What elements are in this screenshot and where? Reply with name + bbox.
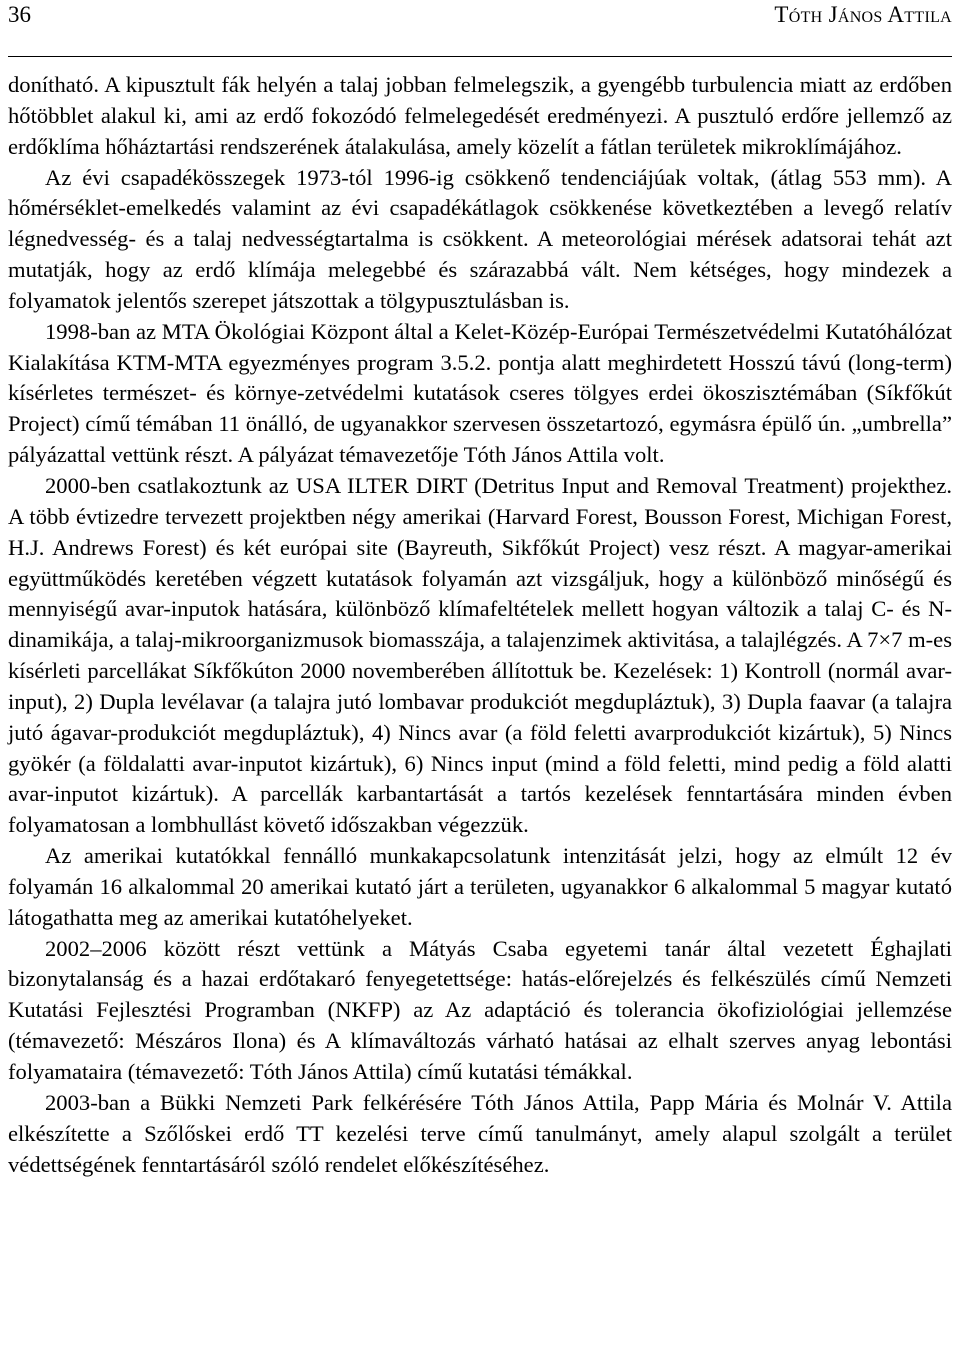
body-text bbox=[8, 70, 952, 1180]
document-page bbox=[8, 0, 952, 1180]
page-header bbox=[8, 0, 952, 57]
page-number: 36 bbox=[8, 2, 31, 27]
paragraph: Az évi csapadékösszegek 1973-tól 1996-ig csökkenő tendenciájúak voltak, (átlag 553 mm). A hőmérséklet-emelkedés valamint az évi csapadékátlagok csökkenése következtében a levegő relatív légnedvesség- és a talaj nedvességtartalma is csökkent. A meteorológiai mérések adatsorai tehát azt mutatják, hogy az erdő klímája melegebbé és szárazabbá vált. Nem kétséges, hogy mindezek a folyamatok jelentős szerepet játszottak a tölgypusztulásban is. bbox=[8, 164, 952, 313]
paragraph: donítható. A kipusztult fák helyén a talaj jobban felmelegszik, a gyengébb turbulencia miatt az erdőben hőtöbblet alakul ki, ami az erdő fokozódó felmelegedését eredményezi. A pusztuló erdőre jellemző az erdőklíma hőháztartási rendszerének átalakulása, amely közelít a fátlan területek mikroklímájához. bbox=[8, 72, 952, 159]
paragraph: 1998-ban az MTA Ökológiai Központ által a Kelet-Közép-Európai Természetvédelmi Kutatóhálózat Kialakítása KTM-MTA egyezményes program 3.5.2. pontja alatt meghirdetett Hosszú távú (long-term) kísérletes természet- és környe-zetvédelmi kutatások cseres tölgyes erdei ökoszisztémában (Síkfőkút Project) című témában 11 önálló, de ugyanakkor szervesen összetartozó, egymásra épülő ún. „umbrella” pályázattal vettünk részt. A pályázat témavezetője Tóth János Attila volt. bbox=[8, 318, 952, 468]
running-title: Tóth János Attila bbox=[774, 2, 952, 27]
paragraph: 2000-ben csatlakoztunk az USA ILTER DIRT (Detritus Input and Removal Treatment) projekthez. A több évtizedre tervezett projektben négy amerikai (Harvard Forest, Bousson Forest, Michigan Forest, H.J. Andrews Forest) és két európai site (Bayreuth, Sikfőkút Project) vesz részt. A magyar-amerikai együttműködés keretében végzett kutatások folyamán azt vizsgáljuk, hogy a különböző minőségű és mennyiségű avar-inputok hatására, különböző klímafeltételek mellett hogyan változik a talaj C- és N-dinamikája, a talaj-mikroorganizmusok biomasszája, a talajenzimek aktivitása, a talajlégzés. A 7×7 m-es kísérleti parcellákat Síkfőkúton 2000 novemberében állítottuk be. Kezelések: 1) Kontroll (normál avar-input), 2) Dupla levélavar (a talajra jutó lombavar produkciót megdupláztuk), 3) Dupla faavar (a talajra jutó ágavar-produkciót megdupláztuk), 4) Nincs avar (a föld feletti avarprodukciót kizártuk), 5) Nincs gyökér (a földalatti avar-inputot kizártuk), 6) Nincs input (mind a föld feletti, mind pedig a föld alatti avar-inputot kizártuk). A parcellák karbantartását a tartós kezelések fenntartására minden évben folyamatosan a lombhullást követő időszakban végezzük. bbox=[8, 472, 953, 838]
paragraph: 2002–2006 között részt vettünk a Mátyás Csaba egyetemi tanár által vezetett Éghajlati bizonytalanság és a hazai erdőtakaró fenyegetettsége: hatás-előrejelzés és felkészülés című Nemzeti Kutatási Fejlesztési Programban (NKFP) az Az adaptáció és tolerancia ökofiziológiai jellemzése (témavezető: Mészáros Ilona) és A klímaváltozás várható hatásai az elhalt szerves anyag lebontási folyamataira (témavezető: Tóth János Attila) című kutatási témákkal. bbox=[8, 935, 952, 1084]
paragraph: Az amerikai kutatókkal fennálló munkakapcsolatunk intenzitását jelzi, hogy az elmúlt 12 év folyamán 16 alkalommal 20 amerikai kutató járt a területen, ugyanakkor 6 alkalommal 5 magyar kutató látogathatta meg az amerikai kutatóhelyeket. bbox=[8, 843, 952, 930]
paragraph: 2003-ban a Bükki Nemzeti Park felkérésére Tóth János Attila, Papp Mária és Molnár V. Attila elkészítette a Szőlőskei erdő TT kezelési terve című tanulmányt, amely alapul szolgált a terület védettségének fenntartásáról szóló rendelet előkészítéséhez. bbox=[8, 1089, 952, 1177]
